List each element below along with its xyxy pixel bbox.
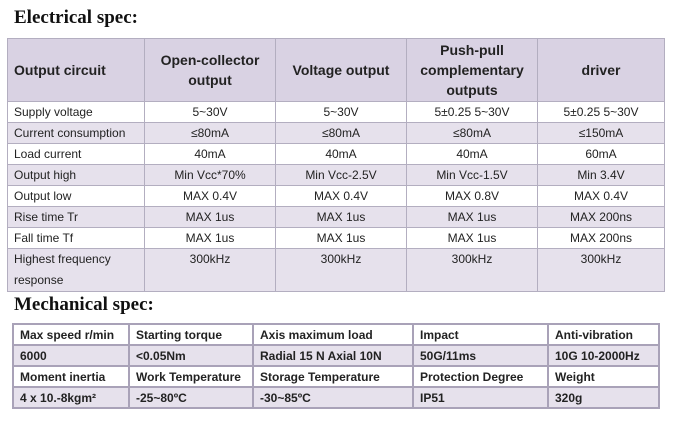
table-row [8,123,665,144]
table-cell: 5±0.25 5~30V [538,102,665,123]
table-cell: 40mA [145,144,276,165]
header-output-circuit: Output circuit [8,39,145,102]
table-cell: Radial 15 N Axial 10N [253,345,413,366]
row-label: Rise time Tr [8,207,145,228]
table-cell: MAX 0.4V [145,186,276,207]
table-row [8,102,665,123]
row-label: Current consumption [8,123,145,144]
table-cell: MAX 1us [407,207,538,228]
table-cell: MAX 0.4V [276,186,407,207]
table-row [8,186,665,207]
table-row [13,345,659,366]
table-cell: Protection Degree [413,366,548,387]
table-cell: <0.05Nm [129,345,253,366]
table-cell: MAX 1us [276,207,407,228]
table-cell: MAX 1us [145,228,276,249]
mechanical-spec-title: Mechanical spec: [14,294,154,315]
table-cell: Work Temperature [129,366,253,387]
table-cell: Storage Temperature [253,366,413,387]
table-cell: 6000 [13,345,129,366]
table-cell: -30~85ºC [253,387,413,408]
table-cell: 40mA [407,144,538,165]
table-cell: MAX 1us [407,228,538,249]
electrical-spec-title: Electrical spec: [14,7,138,28]
table-cell: 300kHz [276,249,407,292]
table-cell: 40mA [276,144,407,165]
header-driver: driver [538,39,665,102]
table-cell: Weight [548,366,659,387]
table-cell: 5±0.25 5~30V [407,102,538,123]
table-cell: ≤150mA [538,123,665,144]
table-row [13,324,659,345]
table-cell: Moment inertia [13,366,129,387]
row-label: Load current [8,144,145,165]
table-cell: 300kHz [407,249,538,292]
table-cell: 5~30V [145,102,276,123]
row-label: Output high [8,165,145,186]
table-cell: 5~30V [276,102,407,123]
table-cell: Min Vcc-2.5V [276,165,407,186]
header-voltage-output: Voltage output [276,39,407,102]
table-cell: 300kHz [145,249,276,292]
row-label: Highest frequency response [8,249,145,292]
table-row [8,207,665,228]
table-cell: MAX 200ns [538,207,665,228]
table-cell: MAX 1us [145,207,276,228]
table-cell: Min Vcc*70% [145,165,276,186]
table-row [13,387,659,408]
table-cell: ≤80mA [145,123,276,144]
table-cell: 60mA [538,144,665,165]
header-push-pull: Push-pull complementary outputs [407,39,538,102]
table-cell: Impact [413,324,548,345]
table-cell: Min Vcc-1.5V [407,165,538,186]
table-cell: Max speed r/min [13,324,129,345]
table-cell: 10G 10-2000Hz [548,345,659,366]
row-label: Output low [8,186,145,207]
table-row [8,165,665,186]
table-cell: Anti-vibration [548,324,659,345]
table-cell: 300kHz [538,249,665,292]
table-cell: Axis maximum load [253,324,413,345]
table-cell: MAX 200ns [538,228,665,249]
table-cell: ≤80mA [407,123,538,144]
table-cell: MAX 0.8V [407,186,538,207]
table-cell: 320g [548,387,659,408]
table-row [13,366,659,387]
row-label: Supply voltage [8,102,145,123]
table-cell: -25~80ºC [129,387,253,408]
mechanical-spec-table [12,323,660,409]
header-open-collector: Open-collector output [145,39,276,102]
table-cell: MAX 1us [276,228,407,249]
table-cell: 4 x 10.-8kgm² [13,387,129,408]
electrical-header-row [8,39,665,102]
table-row [8,249,665,292]
electrical-spec-table [7,38,665,292]
row-label: Fall time Tf [8,228,145,249]
table-cell: Starting torque [129,324,253,345]
table-cell: IP51 [413,387,548,408]
table-cell: MAX 0.4V [538,186,665,207]
table-cell: ≤80mA [276,123,407,144]
table-cell: 50G/11ms [413,345,548,366]
table-row [8,144,665,165]
table-row [8,228,665,249]
table-cell: Min 3.4V [538,165,665,186]
